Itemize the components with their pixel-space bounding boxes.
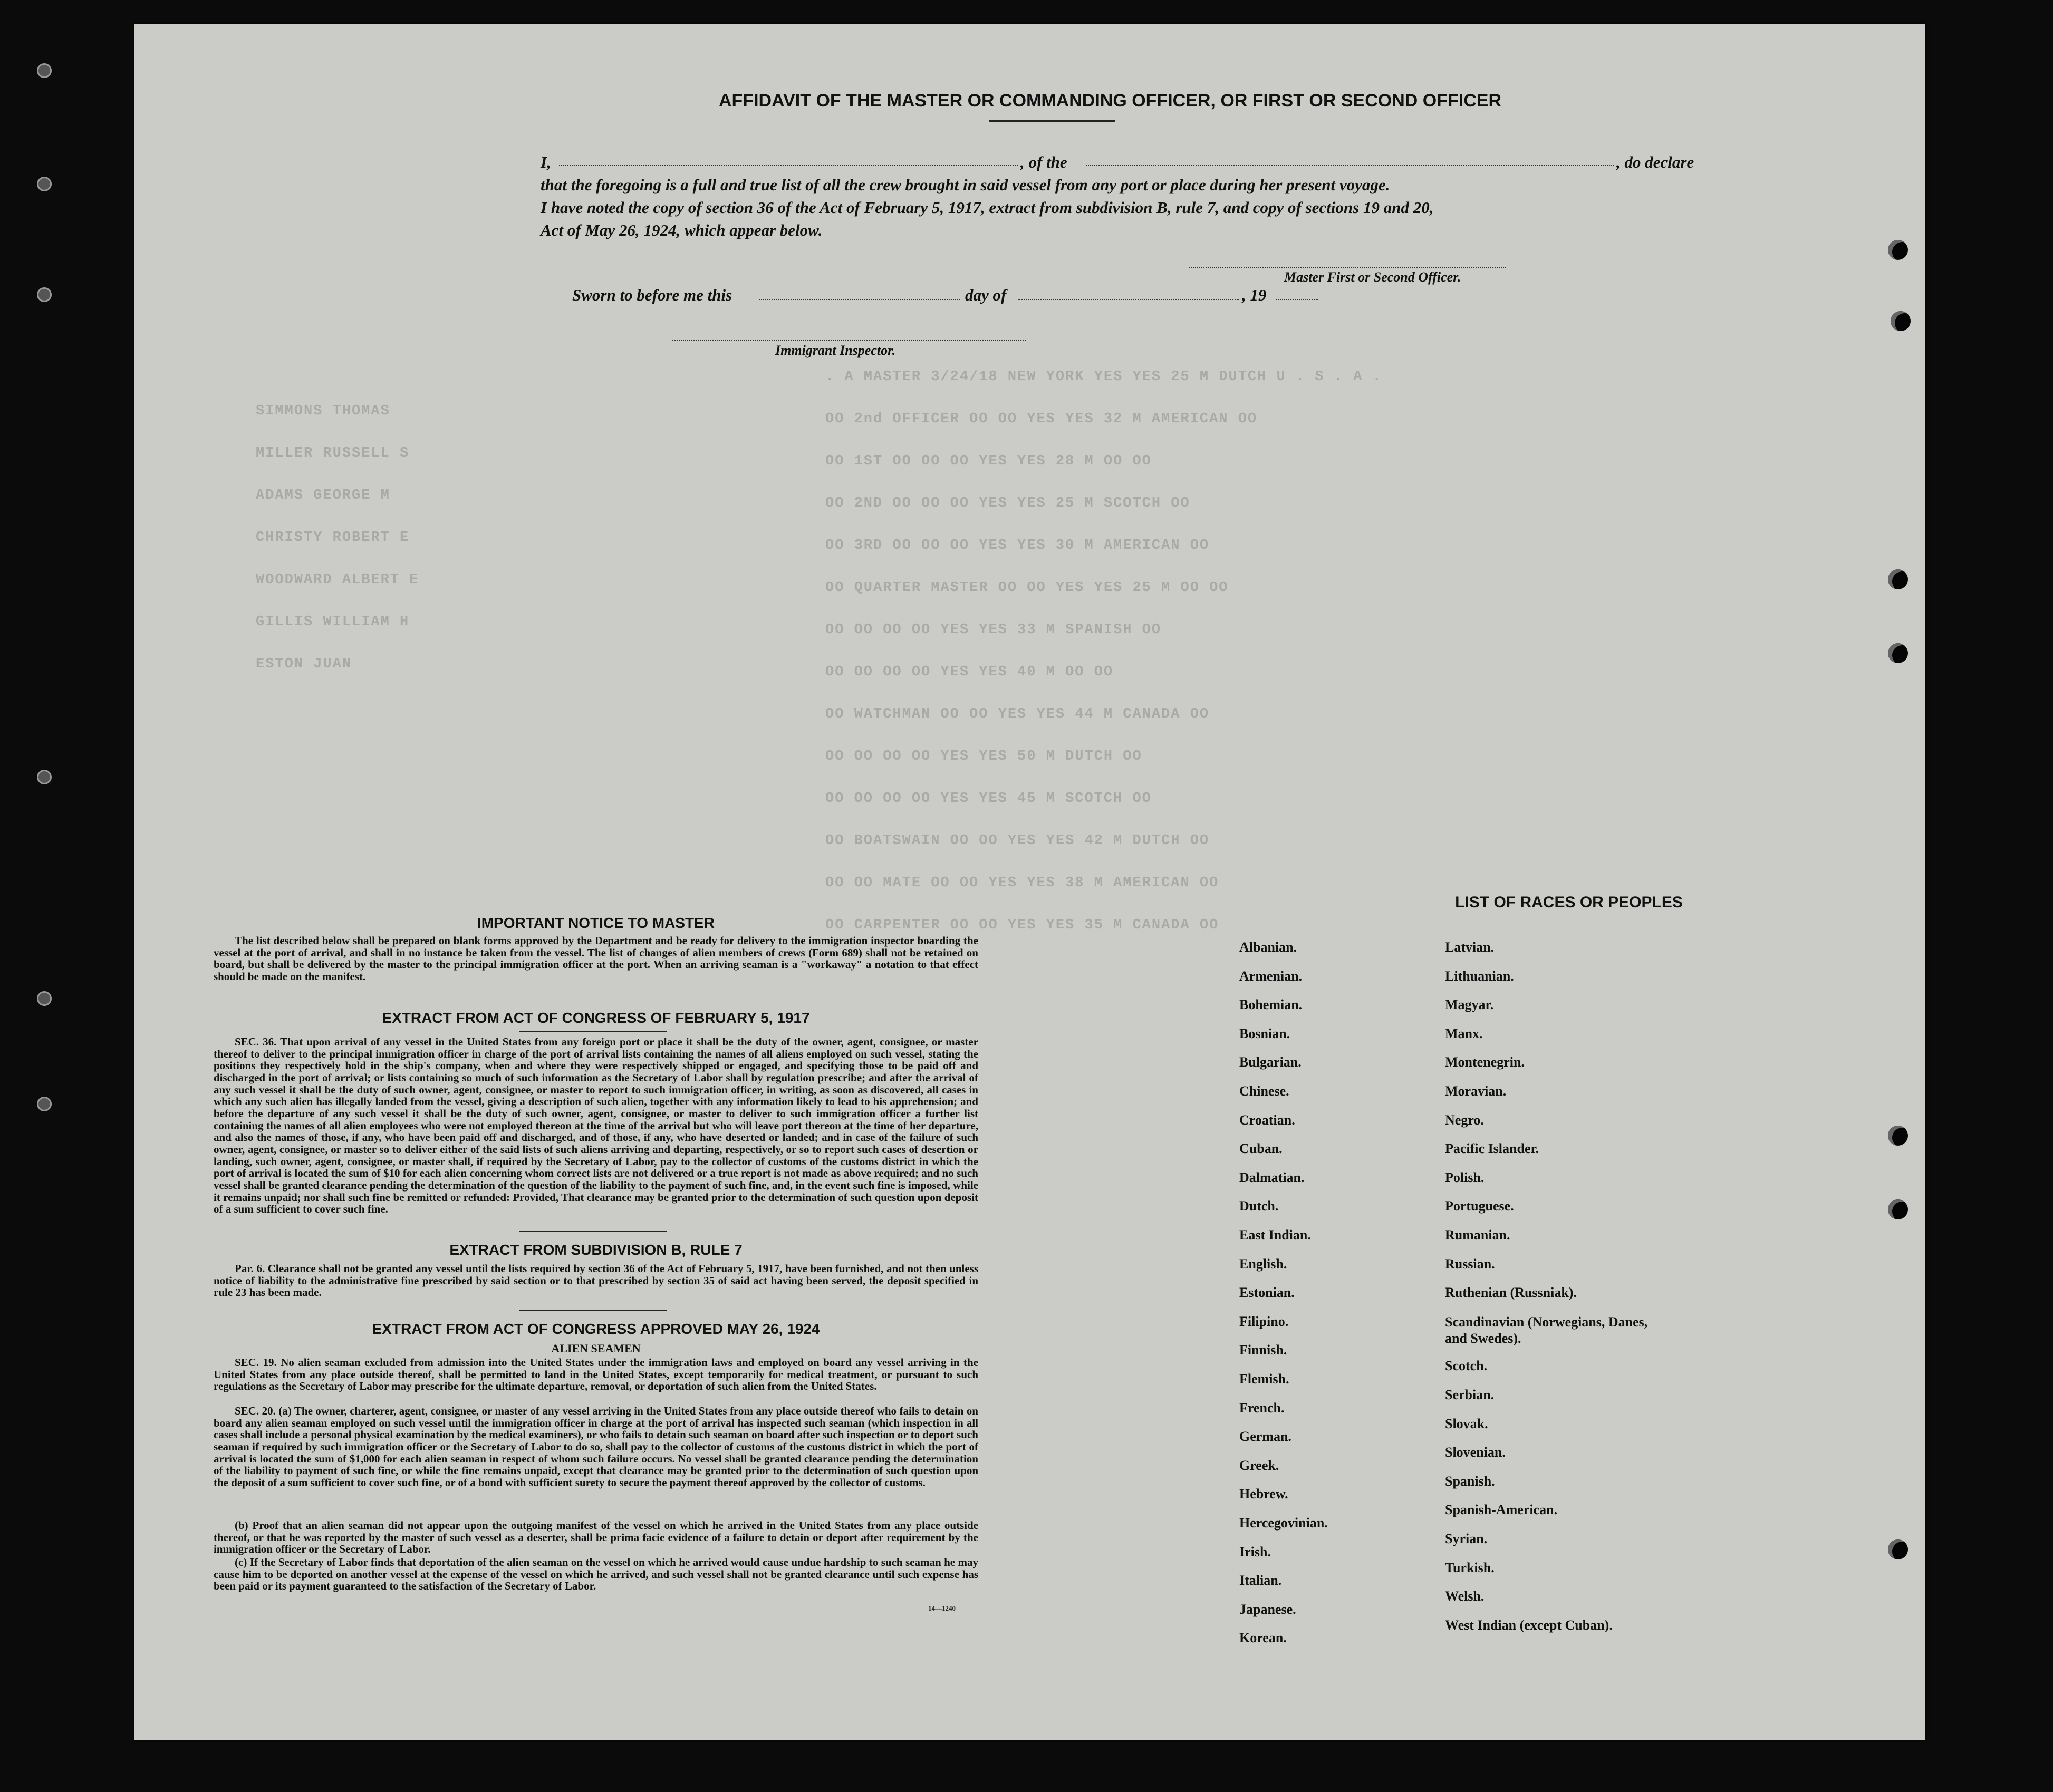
race-item: Latvian. (1445, 939, 1495, 955)
document-page: . A MASTER 3/24/18 NEW YORK YES YES 25 M DUTCH U . S . A . OO 2nd OFFICER OO OO YES YES 32 M AMERICAN OO OO 1ST OO OO OO YES YES 28 M OO OO OO 2ND OO OO OO YES YES 25 M SCOTCH OO OO 3RD OO OO OO YES YES 30 M AMERICAN OO OO QUARTER MASTER OO OO YES YES 25 M OO OO OO OO OO OO YES YES 33 M SPANISH OO OO OO OO OO YES YES 40 M OO OO OO WATCHMAN OO OO YES YES 44 M CANADA OO OO OO OO OO YES YES 50 M DUTCH OO OO OO OO OO YES YES 45 M SCOTCH OO OO BOATSWAIN OO OO YES YES 42 M DUTCH OO OO OO MATE OO OO YES YES 38 M AMERICAN OO OO CARPENTER OO OO YES YES 35 M CANADA OO SIMMONS THOMAS MILLER RUSSELL S ADAMS GEORGE M CHRISTY ROBERT E WOODWARD ALBERT E GILLIS WILLIAM H ESTON JUAN AFFIDAVIT OF THE MASTER OR COMMANDING OFFICER, OR FIRST OR SECOND OFFICER I, , of the , do declare that the foregoing is a full and true list of all the crew brought in said vessel from any port or place during her present voyage. I have noted the copy of section 36 of the Act of February 5, 1917, extract from subdivision B, rule 7, and copy of sections 19 and 20, Act of May 26, 1924, which appear below. Master First or Second Officer. Sworn to before me this day of , 19 Immigrant Inspector. IMPORTANT NOTICE TO MASTER The list described below shall be prepared on blank forms approved by the Department and be ready for delivery to the immigration inspector boarding the vessel at the port of arrival, and shall in no instance be taken from the vessel. The list of changes of alien members of crews (Form 689) shall not be retained on board, but shall be delivered by the master to the principal immigration officer at the port. When an arriving seaman is a "workaway" a notation to that effect should be made on the manifest. EXTRACT FROM ACT OF CONGRESS OF FEBRUARY 5, 1917 SEC. 36. That upon arrival of any vessel in the United States from any foreign port or place it shall be the duty of the owner, agent, consignee, or master thereof to deliver to the principal immigration officer in charge of the port of arrival lists containing the names of all aliens employed on such vessel, stating the positions they respectively hold in the ship's company, when and where they were respectively shipped or engaged, and specifying those to be paid off and discharged in the port of arrival; or lists containing so much of such information as the Secretary of Labor shall by regulation prescribe; and after the arrival of any such vessel it shall be the duty of such owner, agent, consignee, or master to report to such immigration officer, in writing, as soon as discovered, all cases in which any such alien has illegally landed from the vessel, giving a description of such alien, together with any information likely to lead to his apprehension; and before the departure of any such vessel it shall be the duty of such owner, agent, consignee, or master to deliver to such immigration officer a further list containing the names of all alien employees who were not employed thereon at the time of the arrival but who will leave port thereon at the time of her departure, and also the names of those, if any, who have been paid off and discharged, and of those, if any, who have deserted or landed; and in case of the failure of such owner, agent, consignee, or master so to deliver either of the said lists of such aliens arriving and departing, respectively, or so to report such cases of desertion or landing, such owner, agent, consignee, or master shall, if required by the Secretary of Labor, pay to the collector of customs of the customs district in which the port of arrival is located the sum of $10 for each alien concerning whom correct lists are not delivered or a true report is not made as above required; and no such vessel shall be granted clearance pending the determination of the question of the liability to the payment of such fine, and, in the event such fine is imposed, while it remains unpaid; nor shall such fine be remitted or refunded: Provided, That clearance may be granted prior to the determination of such question upon deposit of a sum sufficient to cover such fine. EXTRACT FROM SUBDIVISION B, RULE 7 Par. 6. Clearance shall not be granted any vessel until the lists required by section 36 of the Act of February 5, 1917, have been furnished, and not then unless notice of liability to the administrative fine prescribed by said section or to that prescribed by section 35 of said act having been served, the deposit specified in rule 23 has been made. EXTRACT FROM ACT OF CONGRESS APPROVED MAY 26, 1924 ALIEN SEAMEN SEC. 19. No alien seaman excluded from admission into the United States under the immigration laws and employed on board any vessel arriving in the United States from any place outside thereof, shall be permitted to land in the United States, except temporarily for medical treatment, or pursuant to such regulations as the Secretary of Labor may prescribe for the ultimate departure, removal, or deportation of such alien from the United States. SEC. 20. (a) The owner, charterer, agent, consignee, or master of any vessel arriving in the United States from any place outside thereof who fails to detain on board any alien seaman employed on such vessel until the immigration officer in charge at the port of arrival has inspected such seaman (which inspection in all cases shall include a personal physical examination by the medical examiners), or who fails to detain such seaman on board after such inspection or to deport such seaman if required by such immigration officer or the Secretary of Labor to do so, shall pay to the collector of customs of the customs district in which the port of arrival is located the sum of $1,000 for each alien seaman in respect of whom such failure occurs. No vessel shall be granted clearance pending the determination of the liability to payment of such fine, or while the fine remains unpaid, except that clearance may be granted prior to the determination of such question upon the deposit of a sum sufficient to cover such fine, or of a bond with sufficient surety to secure the payment thereof approved by the collector of customs. (b) Proof that an alien seaman did not appear upon the outgoing manifest of the vessel on which he arrived in the United States from any place outside thereof, or that he was reported by the master of such vessel as a deserter, shall be prima facie evidence of a failure to detain or deport after requirement by the immigration officer or the Secretary of Labor. (c) If the Secretary of Labor finds that deportation of the alien seaman on the vessel on which he arrived would cause undue hardship to such seaman he may cause him to be deported on another vessel at the expense of the vessel on which he arrived, and such vessel shall not be granted clearance until such expense has been paid or its payment guaranteed to the satisfaction of the Secretary of Labor. 14—1240 LIST OF RACES OR PEOPLES Albanian. Armenian. Bohemian. Bosnian. Bulgarian. Chinese. Croatian. Cuban. Dalmatian. Dutch. East Indian. English. Estonian. Filipino. Finnish. Flemish. French. German. Greek. Hebrew. Hercegovinian. Irish. Italian. Japanese. Korean. Latvian. Lithuanian. Magyar. Manx. Montenegrin. Moravian. Negro. Pacific Islander. Polish. Portuguese. Rumanian. Russian. Ruthenian (Russniak). Scandinavian (Norwegians, Danes, and Swedes). Scotch. Serbian. Slovak. Slovenian. Spanish. Spanish-American. Syrian. Turkish. Welsh. West Indian (except Cuban). (134, 24, 1925, 1740)
race-item: Bohemian. (1239, 997, 1303, 1013)
extract-1924-sec20c: (c) If the Secretary of Labor finds that deportation of the alien seaman on the vessel on which he arrived would cause undue hardship to such seaman he may cause him to be deported on another vessel at the expense of the vessel on which he arrived, and such vessel shall not be granted clearance until such expense has been paid or its payment guaranteed to the satisfaction of the Secretary of Labor. (214, 1556, 978, 1593)
race-item: Estonian. (1239, 1285, 1295, 1301)
punch-hole (37, 63, 52, 78)
sworn-day-field[interactable] (759, 299, 960, 300)
punch-hole (1888, 240, 1908, 260)
race-item: East Indian. (1239, 1227, 1311, 1243)
race-item: Dalmatian. (1239, 1169, 1305, 1185)
race-item: Korean. (1239, 1630, 1287, 1646)
section-rule (519, 1310, 667, 1311)
race-item: Negro. (1445, 1112, 1484, 1128)
punch-hole (1888, 1539, 1908, 1559)
master-signature-label: Master First or Second Officer. (1284, 269, 1461, 285)
sworn-year-label: , 19 (1242, 286, 1267, 304)
race-item: Chinese. (1239, 1083, 1289, 1099)
name-field-line[interactable] (559, 165, 1018, 166)
affidavit-line-3: I have noted the copy of section 36 of the Act of February 5, 1917, extract from subdivision B, rule 7, and copy of sections 19 and 20, (541, 198, 1434, 217)
race-item: Turkish. (1445, 1559, 1495, 1575)
race-item: Scandinavian (Norwegians, Danes, and Swedes). (1445, 1314, 1648, 1346)
race-item: Croatian. (1239, 1112, 1295, 1128)
punch-hole (37, 991, 52, 1006)
affidavit-line-4: Act of May 26, 1924, which appear below. (541, 221, 823, 239)
sworn-month-field[interactable] (1018, 299, 1239, 300)
race-item: Magyar. (1445, 997, 1494, 1013)
sworn-day-of-label: day of (965, 286, 1007, 304)
notice-title: IMPORTANT NOTICE TO MASTER (477, 915, 715, 931)
sworn-prefix: Sworn to before me this (572, 286, 732, 304)
race-item: Moravian. (1445, 1083, 1507, 1099)
race-item: Spanish-American. (1445, 1502, 1558, 1518)
affidavit-title: AFFIDAVIT OF THE MASTER OR COMMANDING OFFICER, OR FIRST OR SECOND OFFICER (719, 91, 1501, 111)
race-item: Greek. (1239, 1457, 1279, 1473)
race-item: Serbian. (1445, 1387, 1495, 1403)
race-item: Pacific Islander. (1445, 1141, 1539, 1157)
extract-1924-sec20a: SEC. 20. (a) The owner, charterer, agent, consignee, or master of any vessel arriving in the United States from any place outside thereof who fails to detain on board any alien seaman employed on such vessel until the immigration officer in charge at the port of arrival has inspected such seaman (which inspection in all cases shall include a personal physical examination by the medical examiners), or who fails to detain such seaman on board after such inspection or to deport such seaman if required by such immigration officer or the Secretary of Labor to do so, shall pay to the collector of customs of the customs district in which the port of arrival is located the sum of $1,000 for each alien seaman in respect of whom such failure occurs. No vessel shall be granted clearance pending the determination of the liability to payment of such fine, or while the fine remains unpaid, except that clearance may be granted prior to the determination of such question upon the deposit of a sum sufficient to cover such fine, or of a bond with sufficient surety to secure the payment thereof approved by the collector of customs. (214, 1404, 978, 1489)
extract-1917-text: SEC. 36. That upon arrival of any vessel in the United States from any foreign port or place it shall be the duty of the owner, agent, consignee, or master thereof to deliver to the principal immigration officer in charge of the port of arrival lists containing the names of all aliens employed on such vessel, stating the positions they respectively hold in the ship's company, when and where they were respectively shipped or engaged, and specifying those to be paid off and discharged in the port of arrival; or lists containing so much of such information as the Secretary of Labor shall by regulation prescribe; and after the arrival of any such vessel it shall be the duty of such owner, agent, consignee, or master to report to such immigration officer, in writing, as soon as discovered, all cases in which any such alien has illegally landed from the vessel, giving a description of such alien, together with any information likely to lead to his apprehension; and before the departure of any such vessel it shall be the duty of such owner, agent, consignee, or master to deliver to such immigration officer a further list containing the names of all alien employees who were not employed thereon at the time of the arrival but who will leave port thereon at the time of her departure, and also the names of those, if any, who have been paid off and discharged, and of those, if any, who have deserted or landed; and in case of the failure of such owner, agent, consignee, or master so to deliver either of the said lists of such aliens arriving and departing, respectively, or so to report such cases of desertion or landing, such owner, agent, consignee, or master shall, if required by the Secretary of Labor, pay to the collector of customs of the customs district in which the port of arrival is located the sum of $10 for each alien concerning whom correct lists are not delivered or a true report is not made as above required; and no such vessel shall be granted clearance pending the determination of the question of the liability to the payment of such fine, and, in the event such fine is imposed, while it remains unpaid; nor shall such fine be remitted or refunded: Provided, That clearance may be granted prior to the determination of such question upon deposit of a sum sufficient to cover such fine. (214, 1035, 978, 1216)
extract-rule7-title: EXTRACT FROM SUBDIVISION B, RULE 7 (449, 1242, 743, 1258)
extract-1924-sec20b: (b) Proof that an alien seaman did not appear upon the outgoing manifest of the vessel on which he arrived in the United States from any place outside thereof, or that he was reported by the master of such vessel as a deserter, shall be prima facie evidence of a failure to detain or deport after requirement by the immigration officer or the Secretary of Labor. (214, 1519, 978, 1556)
punch-hole (1888, 1199, 1908, 1219)
extract-rule7-text: Par. 6. Clearance shall not be granted any vessel until the lists required by section 36 of the Act of February 5, 1917, have been furnished, and not then unless notice of liability to the administrative fine prescribed by said section or to that prescribed by section 35 of said act having been served, the deposit specified in rule 23 has been made. (214, 1262, 978, 1299)
punch-hole (1888, 569, 1908, 589)
race-item: Scotch. (1445, 1358, 1488, 1374)
section-rule (519, 1231, 667, 1232)
race-item: Albanian. (1239, 939, 1297, 955)
punch-hole (37, 770, 52, 784)
punch-hole (1891, 311, 1911, 331)
section-rule (519, 1031, 667, 1032)
race-item: West Indian (except Cuban). (1445, 1617, 1613, 1633)
affidavit-line-2: that the foregoing is a full and true list of all the crew brought in said vessel from any port or place during her present voyage. (541, 176, 1390, 194)
punch-hole (1888, 1126, 1908, 1146)
extract-1924-subtitle: ALIEN SEAMEN (551, 1342, 641, 1355)
race-item: Portuguese. (1445, 1198, 1514, 1214)
race-item: Slovak. (1445, 1416, 1488, 1431)
race-item: Russian. (1445, 1256, 1495, 1272)
race-item: Lithuanian. (1445, 968, 1514, 984)
vessel-field-line[interactable] (1086, 165, 1614, 166)
race-item: Dutch. (1239, 1198, 1279, 1214)
extract-1924-title: EXTRACT FROM ACT OF CONGRESS APPROVED MAY 26, 1924 (372, 1321, 820, 1337)
race-item: Polish. (1445, 1169, 1485, 1185)
extract-1917-title: EXTRACT FROM ACT OF CONGRESS OF FEBRUARY 5, 1917 (382, 1010, 810, 1026)
race-item: Bulgarian. (1239, 1054, 1302, 1070)
race-item: Slovenian. (1445, 1445, 1506, 1460)
race-item: Bosnian. (1239, 1025, 1290, 1041)
punch-hole (37, 287, 52, 302)
race-item: Armenian. (1239, 968, 1303, 984)
race-item: Rumanian. (1445, 1227, 1510, 1243)
affidavit-do-declare-label: , do declare (1616, 153, 1694, 171)
notice-text: The list described below shall be prepared on blank forms approved by the Department and be ready for delivery to the immigration inspector boarding the vessel at the port of arrival, and shall in no instance be taken from the vessel. The list of changes of alien members of crews (Form 689) shall not be retained on board, but shall be delivered by the master to the principal immigration officer at the port. When an arriving seaman is a "workaway" a notation to that effect should be made on the manifest. (214, 934, 978, 983)
affidavit-i-label: I, (541, 153, 551, 171)
race-item: Hebrew. (1239, 1486, 1288, 1502)
race-item: French. (1239, 1400, 1285, 1416)
master-signature-line[interactable] (1189, 267, 1506, 268)
race-item: Welsh. (1445, 1588, 1485, 1604)
inspector-signature-line[interactable] (672, 340, 1026, 341)
title-rule (989, 120, 1115, 122)
race-item: Filipino. (1239, 1313, 1289, 1329)
race-item: Manx. (1445, 1025, 1483, 1041)
race-item: English. (1239, 1256, 1287, 1272)
race-item: Italian. (1239, 1573, 1282, 1588)
extract-1924-sec19: SEC. 19. No alien seaman excluded from admission into the United States under the immigration laws and employed on board any vessel arriving in the United States from any place outside thereof, shall be permitted to land in the United States, except temporarily for medical treatment, or pursuant to such regulations as the Secretary of Labor may prescribe for the ultimate departure, removal, or deportation of such alien from the United States. (214, 1356, 978, 1393)
inspector-label: Immigrant Inspector. (775, 343, 896, 358)
race-item: Hercegovinian. (1239, 1515, 1328, 1531)
race-item: German. (1239, 1429, 1291, 1445)
race-item: Montenegrin. (1445, 1054, 1525, 1070)
form-number: 14—1240 (928, 1604, 956, 1612)
punch-hole (37, 1097, 52, 1111)
affidavit-of-the-label: , of the (1020, 153, 1067, 171)
punch-hole (37, 177, 52, 191)
race-item: Japanese. (1239, 1601, 1296, 1617)
race-item: Ruthenian (Russniak). (1445, 1285, 1577, 1301)
race-item: Syrian. (1445, 1531, 1488, 1547)
race-item: Irish. (1239, 1544, 1271, 1559)
race-item: Finnish. (1239, 1342, 1287, 1358)
races-title: LIST OF RACES OR PEOPLES (1455, 894, 1683, 911)
sworn-year-field[interactable] (1276, 299, 1318, 300)
race-item: Flemish. (1239, 1371, 1289, 1387)
race-item: Cuban. (1239, 1141, 1283, 1157)
punch-hole (1888, 643, 1908, 663)
race-item: Spanish. (1445, 1473, 1495, 1489)
